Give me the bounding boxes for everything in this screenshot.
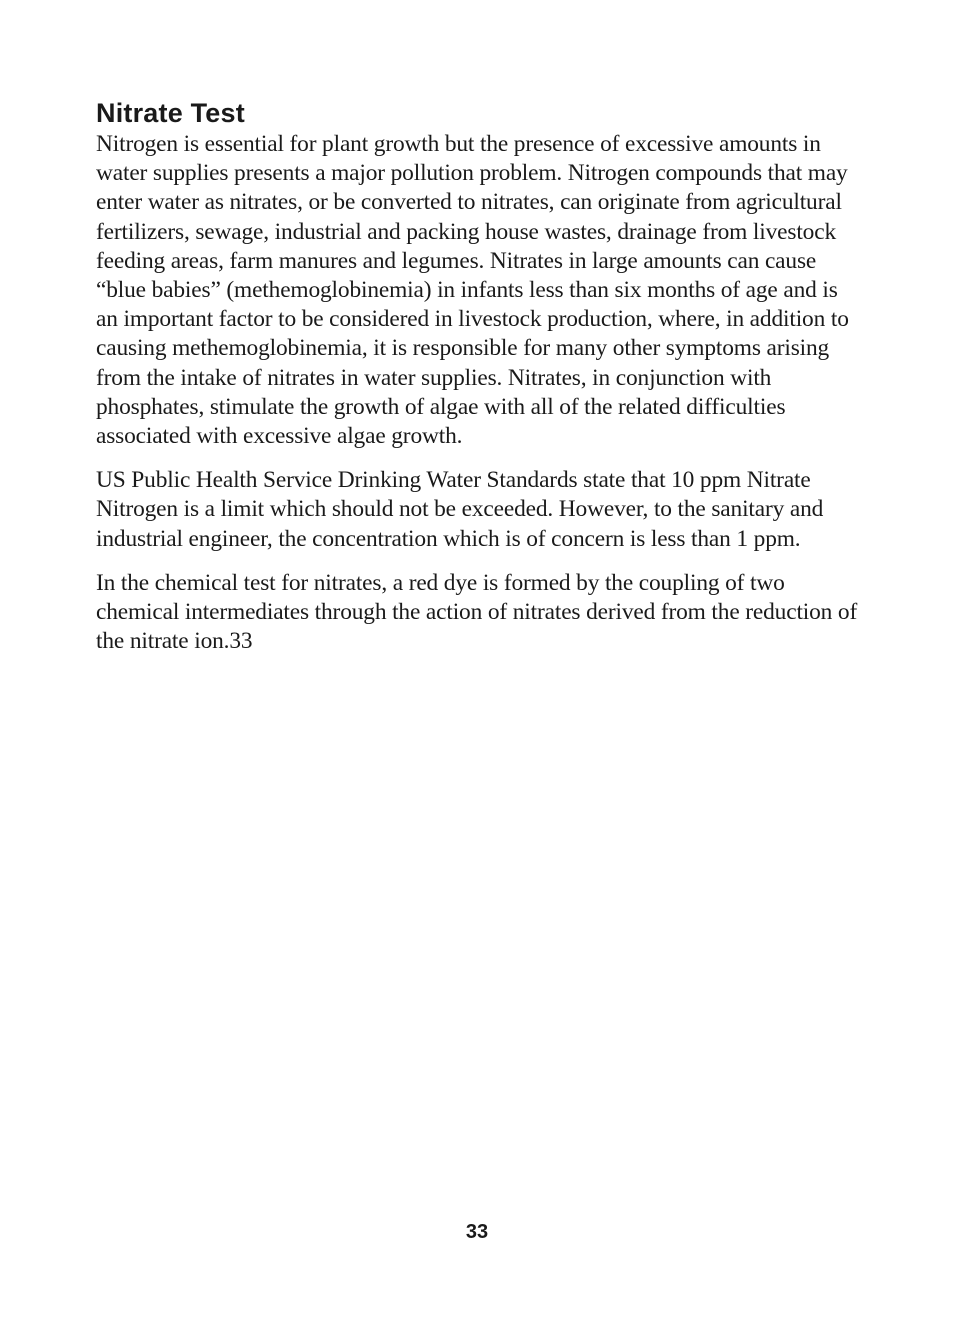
page-content — [96, 96, 864, 671]
paragraph-standards: US Public Health Service Drinking Water Standards state that 10 ppm Nitrate Nitrogen is a limit which should not be exceeded. However, to the sanitary and industrial engineer, the concentration which is of concern is less than 1 ppm. — [96, 467, 824, 552]
page-number: 33 — [465, 1221, 489, 1243]
section-heading: Nitrate Test — [96, 98, 245, 128]
paragraph-intro: Nitrogen is essential for plant growth but the presence of excessive amounts in water supplies presents a major pollution problem. Nitrogen compounds that may enter water as nitrates, or be converted to nitrates, can originate from agricultural fertilizers, sewage, industrial and packing house wastes, drainage from livestock feeding areas, farm manures and legumes. Nitrates in large amounts can cause “blue babies” (methemoglobinemia) in infants less than six months of age and is an important factor to be considered in livestock production, where, in addition to causing methemoglobinemia, it is responsible for many other symptoms arising from the intake of nitrates in water supplies. Nitrates, in conjunction with phosphates, stimulate the growth of algae with all of the related difficulties associated with excessive algae growth. — [96, 131, 849, 450]
paragraph-chemical-test: In the chemical test for nitrates, a red dye is formed by the coupling of two chemical intermediates through the action of nitrates derived from the reduction of the nitrate ion.33 — [96, 569, 858, 655]
